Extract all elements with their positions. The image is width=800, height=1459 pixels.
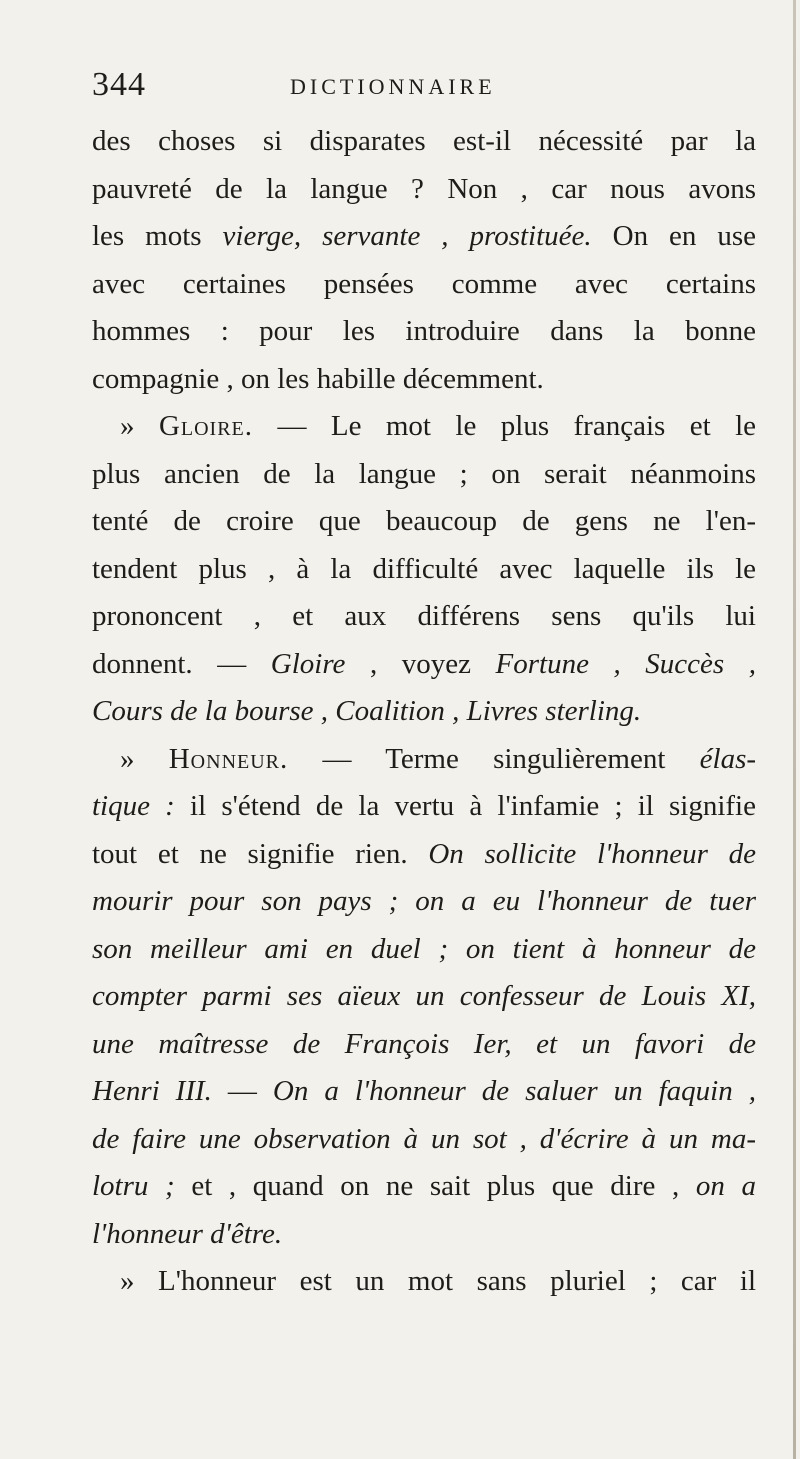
running-title: DICTIONNAIRE (290, 74, 496, 99)
italic-run: son meilleur ami en duel ; on tient à honneur de (92, 932, 756, 965)
text-run: et , quand on ne sait plus que dire , (174, 1170, 696, 1202)
entry-heading: Honneur. (168, 742, 289, 775)
entry-heading: Gloire. (158, 410, 254, 442)
text-run: pauvreté de la langue ? Non , car nous avons (92, 172, 756, 205)
italic-run: vierge, servante , prostituée. (222, 220, 592, 252)
text-run: On en use (612, 220, 756, 252)
text-run: hommes : pour les introduire dans la bonne (92, 315, 756, 347)
text-line (92, 1021, 756, 1069)
text-run: prononcent , et aux différens sens qu'ils lui (92, 600, 756, 632)
text-line (92, 593, 756, 641)
text-run: , voyez (345, 647, 496, 680)
text-line (92, 831, 756, 879)
text-run: tout et ne signifie rien. (92, 837, 429, 870)
text-line (92, 1163, 756, 1211)
italic-run: Fortune , Succès , (495, 647, 756, 680)
text-line (92, 308, 756, 356)
italic-run: Gloire (270, 647, 346, 680)
text-run: tendent plus , à la difficulté avec laquelle ils le (92, 552, 756, 585)
text-run: compagnie , on les habille décemment. (92, 362, 544, 395)
body-text (92, 118, 756, 1306)
text-run: — Terme singulièrement (288, 742, 700, 775)
text-line (92, 736, 756, 784)
text-run: — Le mot le plus français et le (253, 410, 756, 442)
text-line (92, 1116, 756, 1164)
text-line (92, 356, 756, 404)
text-line (92, 783, 756, 831)
italic-run: Henri III. (92, 1075, 212, 1107)
text-line (92, 403, 756, 451)
page-number: 344 (92, 66, 146, 103)
text-line (92, 546, 756, 594)
italic-run: lotru ; (92, 1170, 175, 1202)
text-line (92, 166, 756, 214)
running-head (92, 66, 752, 116)
text-line (92, 118, 756, 166)
italic-run: On sollicite l'honneur de (428, 837, 756, 870)
italic-run: on a (695, 1170, 756, 1202)
text-run: il s'étend de la vertu à l'infamie ; il signifie (174, 790, 756, 822)
text-line (92, 1258, 756, 1306)
text-run: tenté de croire que beaucoup de gens ne l'en- (92, 505, 756, 537)
text-line (92, 261, 756, 309)
text-line (92, 641, 756, 689)
text-run: les mots (92, 220, 202, 252)
italic-run: compter parmi ses aïeux un confesseur de Louis XI, (92, 980, 756, 1012)
text-run: donnent. — (92, 647, 271, 680)
text-run: — (211, 1075, 273, 1107)
text-line (92, 451, 756, 499)
text-run: avec certaines pensées comme avec certains (92, 267, 756, 300)
text-line (92, 688, 756, 736)
page-edge (793, 0, 796, 1459)
text-run: » L'honneur est un mot sans pluriel ; car il (120, 1265, 756, 1297)
text-line (92, 498, 756, 546)
text-run: des choses si disparates est-il nécessité par la (92, 125, 756, 157)
text-line (92, 878, 756, 926)
italic-run: une maîtresse de François Ier, et un favori de (92, 1027, 756, 1060)
text-line (92, 213, 756, 261)
italic-run: tique : (92, 790, 175, 822)
italic-run: de faire une observation à un sot , d'écrire à un ma- (92, 1122, 756, 1155)
italic-run: élas- (699, 742, 756, 775)
italic-run: mourir pour son pays ; on a eu l'honneur de tuer (92, 885, 756, 917)
italic-run: Cours de la bourse , Coalition , Livres sterling. (92, 695, 642, 727)
italic-run: On a l'honneur de saluer un faquin , (272, 1075, 756, 1107)
text-line (92, 1068, 756, 1116)
text-line (92, 926, 756, 974)
text-line (92, 973, 756, 1021)
text-run: » (120, 410, 159, 442)
italic-run: l'honneur d'être. (92, 1217, 283, 1250)
text-line (92, 1211, 756, 1259)
text-run: plus ancien de la langue ; on serait néanmoins (92, 457, 756, 490)
text-run: » (120, 742, 169, 775)
